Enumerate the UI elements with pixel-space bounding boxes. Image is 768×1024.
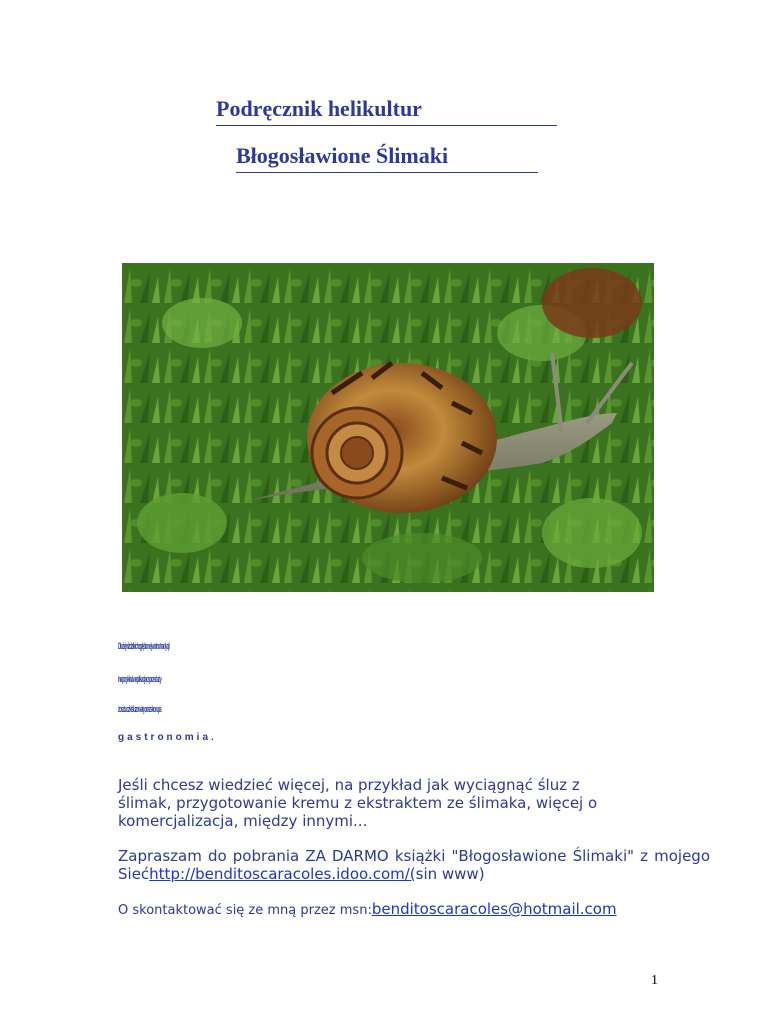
paragraph-info <box>118 776 638 830</box>
title-line-1-text: Podręcznik helikultur <box>216 96 422 121</box>
title-line-1 <box>216 96 422 122</box>
paragraph-download <box>118 847 710 883</box>
squished-line-1: Dłużejniżdzikichzgłębionejwolno tradycji <box>118 641 170 651</box>
title-line-2 <box>236 143 448 169</box>
paragraph-download-prefix: Sieć <box>118 865 150 883</box>
title-line-2-text: Błogosławione Ślimaki <box>236 143 449 168</box>
squished-line-4: gastronomia. <box>118 732 217 743</box>
paragraph-download-line-1: Zapraszam do pobrania ZA DARMO książki "Błogosławione Ślimaki" z mojego <box>118 847 710 865</box>
download-link[interactable]: http://benditoscaracoles.idoo.com/( <box>149 865 416 883</box>
squished-line-2: inaprzykładwaplikacjacsprzedaży <box>118 674 162 684</box>
title-underline-1 <box>216 125 557 127</box>
paragraph-info-line-2: ślimak, przygotowanie kremu z ekstraktem ze ślimaka, więcej o <box>118 794 598 812</box>
email-link[interactable]: benditoscaracoles@hotmail.com <box>371 900 617 918</box>
snail-photo <box>122 263 654 592</box>
paragraph-contact-prefix: O skontaktować się ze mną przez msn: <box>118 903 372 918</box>
paragraph-contact <box>118 900 710 920</box>
paragraph-info-line-3: komercjalizacja, między innymi... <box>118 812 368 830</box>
page-number: 1 <box>651 973 658 988</box>
paragraph-info-line-1: Jeśli chcesz wiedzieć więcej, na przykład jak wyciągnąć śluz z <box>118 776 580 794</box>
paragraph-download-suffix: sin www) <box>415 865 485 883</box>
title-underline-2 <box>236 172 538 174</box>
squished-line-3: żosztuczkiśluzowatyorazskorupa <box>118 704 162 714</box>
